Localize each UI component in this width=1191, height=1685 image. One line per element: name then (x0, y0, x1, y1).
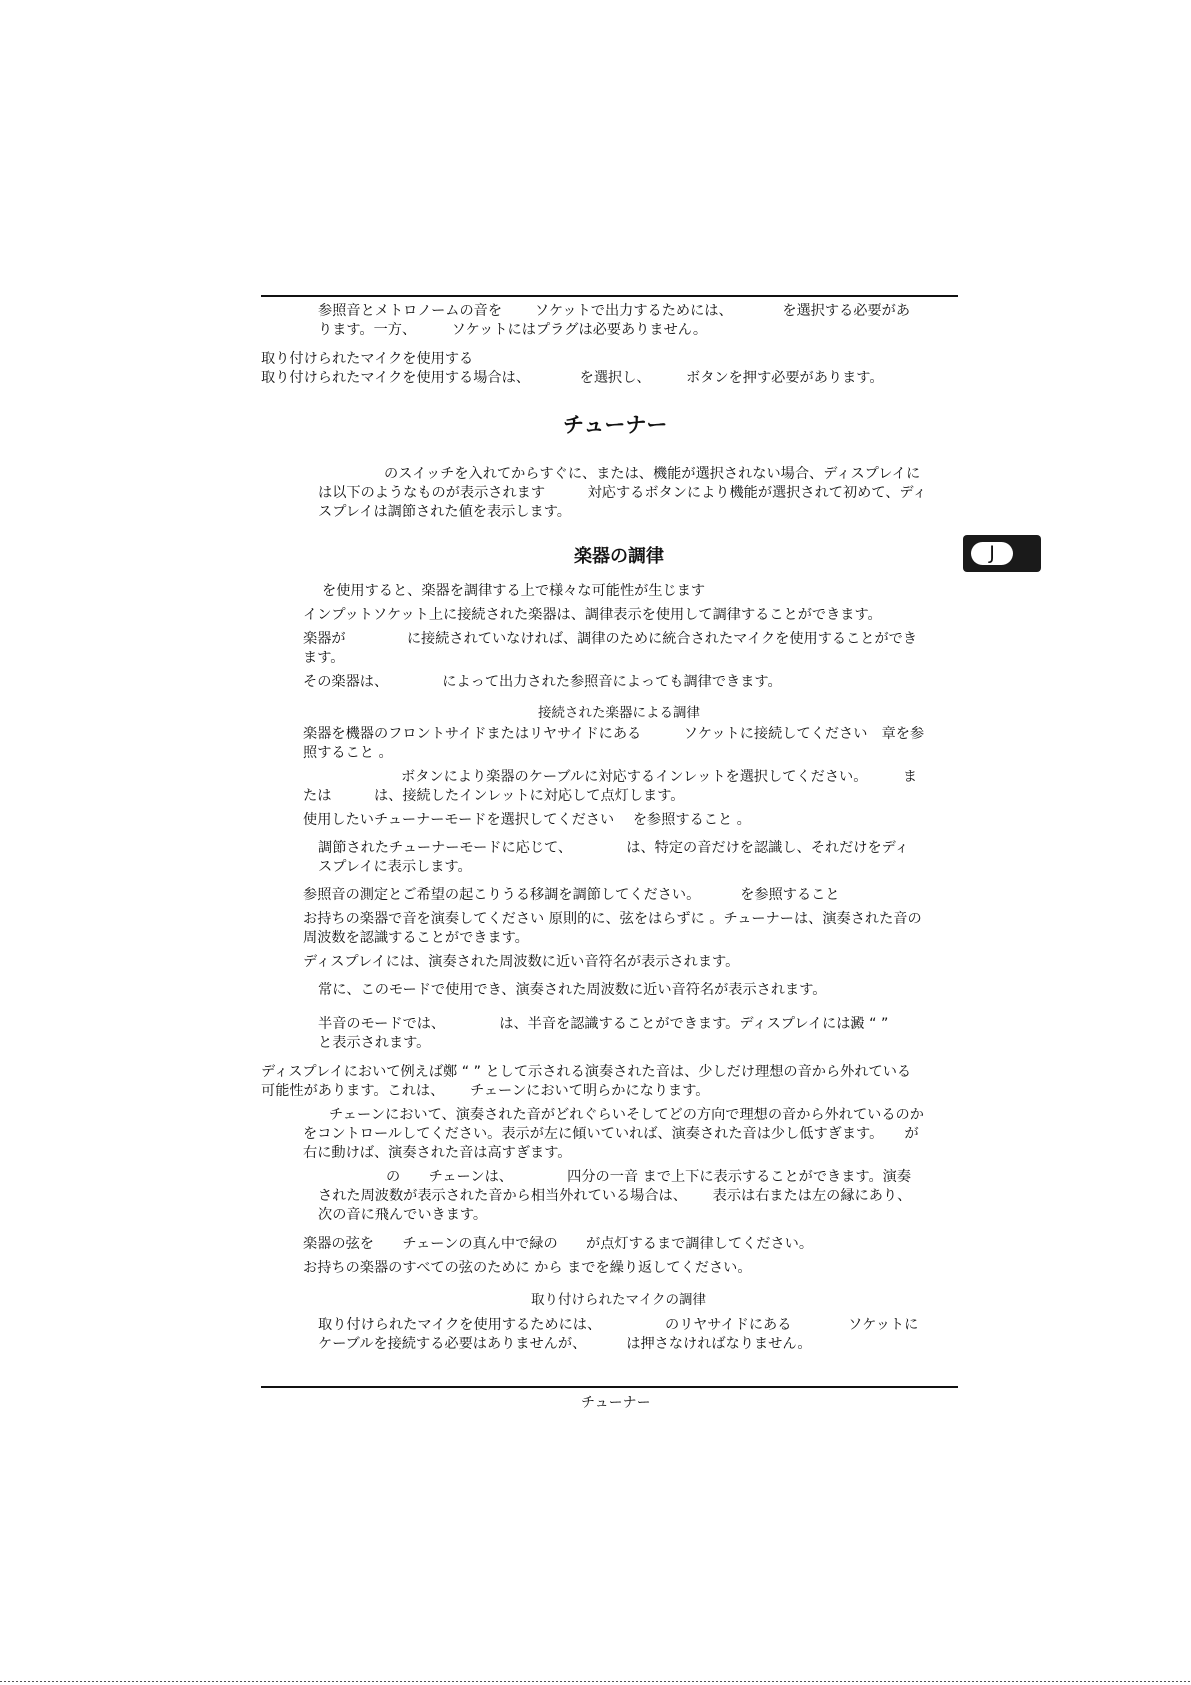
mic-heading: 取り付けられたマイクを使用する (261, 351, 474, 367)
step-text: ボタンにより楽器のケーブルに対応するインレットを選択してください。 ま (401, 769, 918, 785)
tuning-paragraph: を使用すると、楽器を調律する上で様々な可能性が生じます (322, 583, 706, 599)
intro-line: スプレイは調節された値を表示します。 (318, 504, 571, 520)
note-text: ケーブルを接続する必要はありませんが、 は押さなければなりません。 (318, 1336, 812, 1352)
step-text: 楽器を機器のフロントサイドまたはリヤサイドにある ソケットに接続してください 章を参 (303, 726, 925, 742)
language-tab (963, 535, 1041, 572)
tuning-paragraph: ます。 (303, 650, 345, 666)
step-text: 参照音の測定とご希望の起こりうる移調を調節してください。 を参照すること (303, 887, 840, 903)
page-footer: チューナー (581, 1395, 651, 1411)
section-title: 楽器の調律 (574, 546, 664, 567)
tuning-paragraph: インプットソケット上に接続された楽器は、調律表示を使用して調律することができます。 (303, 607, 882, 623)
note-text: 半音のモードでは、 は、半音を認識することができます。ディスプレイには澱 “ ” (318, 1016, 889, 1032)
step-text: 楽器の弦を チェーンの真ん中で緑の が点灯するまで調律してください。 (303, 1236, 814, 1252)
intro-line: のスイッチを入れてからすぐに、または、機能が選択されない場合、ディスプレイに (384, 466, 921, 482)
subsection-heading: 接続された楽器による調律 (538, 705, 700, 721)
top-note-line: ります。一方、 ソケットにはプラグは必要ありません。 (318, 322, 708, 338)
top-note-line: 参照音とメトロノームの音を ソケットで出力するためには、 を選択する必要があ (318, 303, 911, 319)
step-text: 使用したいチューナーモードを選択してください を参照すること 。 (303, 812, 751, 828)
step-text: をコントロールしてください。表示が左に傾いていれば、演奏された音は少し低すぎます。 が (303, 1126, 919, 1142)
step-text: お持ちの楽器で音を演奏してください 原則的に、弦をはらずに 。チューナーは、演奏された音の (303, 911, 922, 927)
step-text: ディスプレイには、演奏された周波数に近い音符名が表示されます。 (303, 954, 740, 970)
note-text: 調節されたチューナーモードに応じて、 は、特定の音だけを認識し、それだけをディ (318, 840, 909, 856)
page-title: チューナー (563, 413, 668, 437)
language-tab-label: J (971, 542, 1013, 565)
body-text: ディスプレイにおいて例えば鄭 “ ” として示される演奏された音は、少しだけ理想の音から外れている (261, 1064, 912, 1080)
scan-edge (0, 1681, 1191, 1682)
tuning-paragraph: 楽器が に接続されていなければ、調律のために統合されたマイクを使用することができ (303, 631, 918, 647)
bottom-rule (261, 1386, 958, 1388)
tuning-paragraph: その楽器は、 によって出力された参照音によっても調律できます。 (303, 674, 782, 690)
body-text: 可能性があります。これは、 チェーンにおいて明らかになります。 (261, 1083, 710, 1099)
intro-line: は以下のようなものが表示されます 対応するボタンにより機能が選択されて初めて、ディ (318, 485, 927, 501)
step-text: 右に動けば、演奏された音は高すぎます。 (303, 1145, 572, 1161)
note-text: スプレイに表示します。 (318, 859, 472, 875)
step-text: お持ちの楽器のすべての弦のために から までを繰り返してください。 (303, 1260, 752, 1276)
note-text: の チェーンは、 四分の一音 まで上下に表示することができます。演奏 (386, 1169, 912, 1185)
step-text: 周波数を認識することができます。 (303, 930, 529, 946)
note-text: と表示されます。 (318, 1035, 431, 1051)
step-text: たは は、接続したインレットに対応して点灯します。 (303, 788, 685, 804)
note-text: 次の音に飛んでいきます。 (318, 1207, 488, 1223)
step-text: 照すること 。 (303, 745, 393, 761)
subsection-heading: 取り付けられたマイクの調律 (531, 1292, 706, 1308)
top-rule (261, 295, 958, 297)
note-text: 常に、このモードで使用でき、演奏された周波数に近い音符名が表示されます。 (318, 982, 827, 998)
mic-body: 取り付けられたマイクを使用する場合は、 を選択し、 ボタンを押す必要があります。 (261, 370, 884, 386)
note-text: された周波数が表示された音から相当外れている場合は、 表示は右または左の縁にあり、 (318, 1188, 912, 1204)
note-text: 取り付けられたマイクを使用するためには、 のリヤサイドにある ソケットに (318, 1317, 919, 1333)
step-text: チェーンにおいて、演奏された音がどれぐらいそしてどの方向で理想の音から外れているのか (329, 1107, 924, 1123)
